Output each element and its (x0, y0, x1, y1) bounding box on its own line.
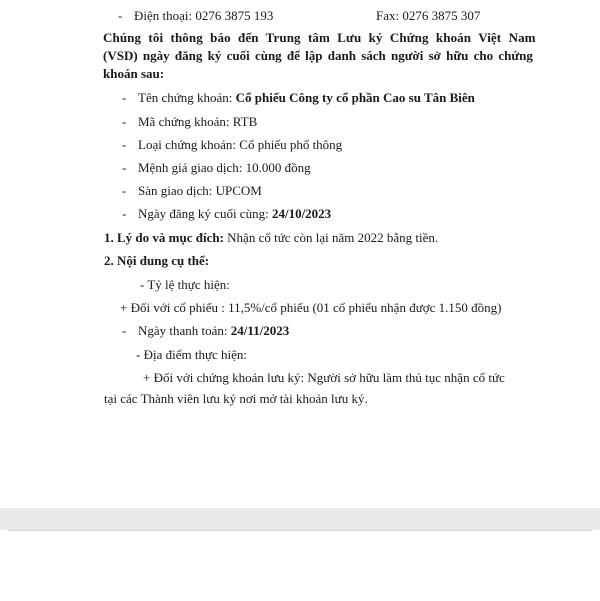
section-text: Nhận cổ tức còn lại năm 2022 bằng tiền. (223, 230, 439, 245)
item-value: Cổ phiếu Công ty cổ phần Cao su Tân Biên (235, 90, 475, 105)
item-value: 24/10/2023 (271, 206, 332, 221)
bullet: - (122, 323, 127, 338)
section-1 (104, 230, 438, 246)
list-item-exchange (122, 183, 262, 199)
list-item-security-code (122, 114, 257, 130)
notice-line-3: khoán sau: (103, 66, 165, 81)
phone-text: Điện thoại: 0276 3875 193 (134, 8, 274, 23)
notice-line-2: (VSD) ngày đăng ký cuối cùng để lập danh sách người sở hữu cho chứng (103, 48, 533, 63)
payment-date-line (122, 323, 289, 339)
payment-date: 24/11/2023 (230, 323, 290, 338)
bullet: - (118, 8, 123, 23)
page-gap (0, 508, 600, 530)
rate-label: - Tỷ lệ thực hiện: (140, 277, 230, 292)
section-heading: 1. Lý do và mục đích: (104, 230, 224, 245)
bullet: - (122, 137, 127, 152)
stock-rate-text: + Đối với cổ phiếu : 11,5%/cổ phiếu (01 cổ phiếu nhận được 1.150 đồng) (120, 300, 502, 315)
custody-line-1: + Đối với chứng khoán lưu ký: Người sở hữu làm thủ tục nhận cổ tức (143, 370, 505, 385)
custody-line-2: tại các Thành viên lưu ký nơi mở tài khoản lưu ký. (104, 391, 368, 406)
fax-text: Fax: 0276 3875 307 (376, 8, 481, 23)
list-item-par-value (122, 160, 311, 176)
bullet: - (122, 206, 127, 221)
item-label: Tên chứng khoán: (138, 90, 236, 105)
bullet: - (122, 114, 127, 129)
list-item-security-type (122, 137, 342, 153)
list-item-security-name (122, 90, 475, 106)
location-label: - Địa điểm thực hiện: (136, 347, 248, 362)
item-label: Loại chứng khoán: Cổ phiếu phổ thông (138, 137, 343, 152)
bullet: - (122, 183, 127, 198)
item-label: Mệnh giá giao dịch: 10.000 đồng (138, 160, 311, 175)
bullet: - (122, 90, 127, 105)
list-item-record-date (122, 206, 331, 222)
section-2-heading: 2. Nội dung cụ thể: (104, 253, 210, 268)
payment-label: Ngày thanh toán: (138, 323, 231, 338)
phone-line (118, 8, 273, 24)
item-label: Mã chứng khoán: RTB (138, 114, 258, 129)
item-label: Sàn giao dịch: UPCOM (138, 183, 262, 198)
bullet: - (122, 160, 127, 175)
next-document-page (8, 530, 592, 601)
notice-line-1: Chúng tôi thông báo đến Trung tâm Lưu ký Chứng khoán Việt Nam (103, 30, 536, 45)
item-label: Ngày đăng ký cuối cùng: (138, 206, 272, 221)
